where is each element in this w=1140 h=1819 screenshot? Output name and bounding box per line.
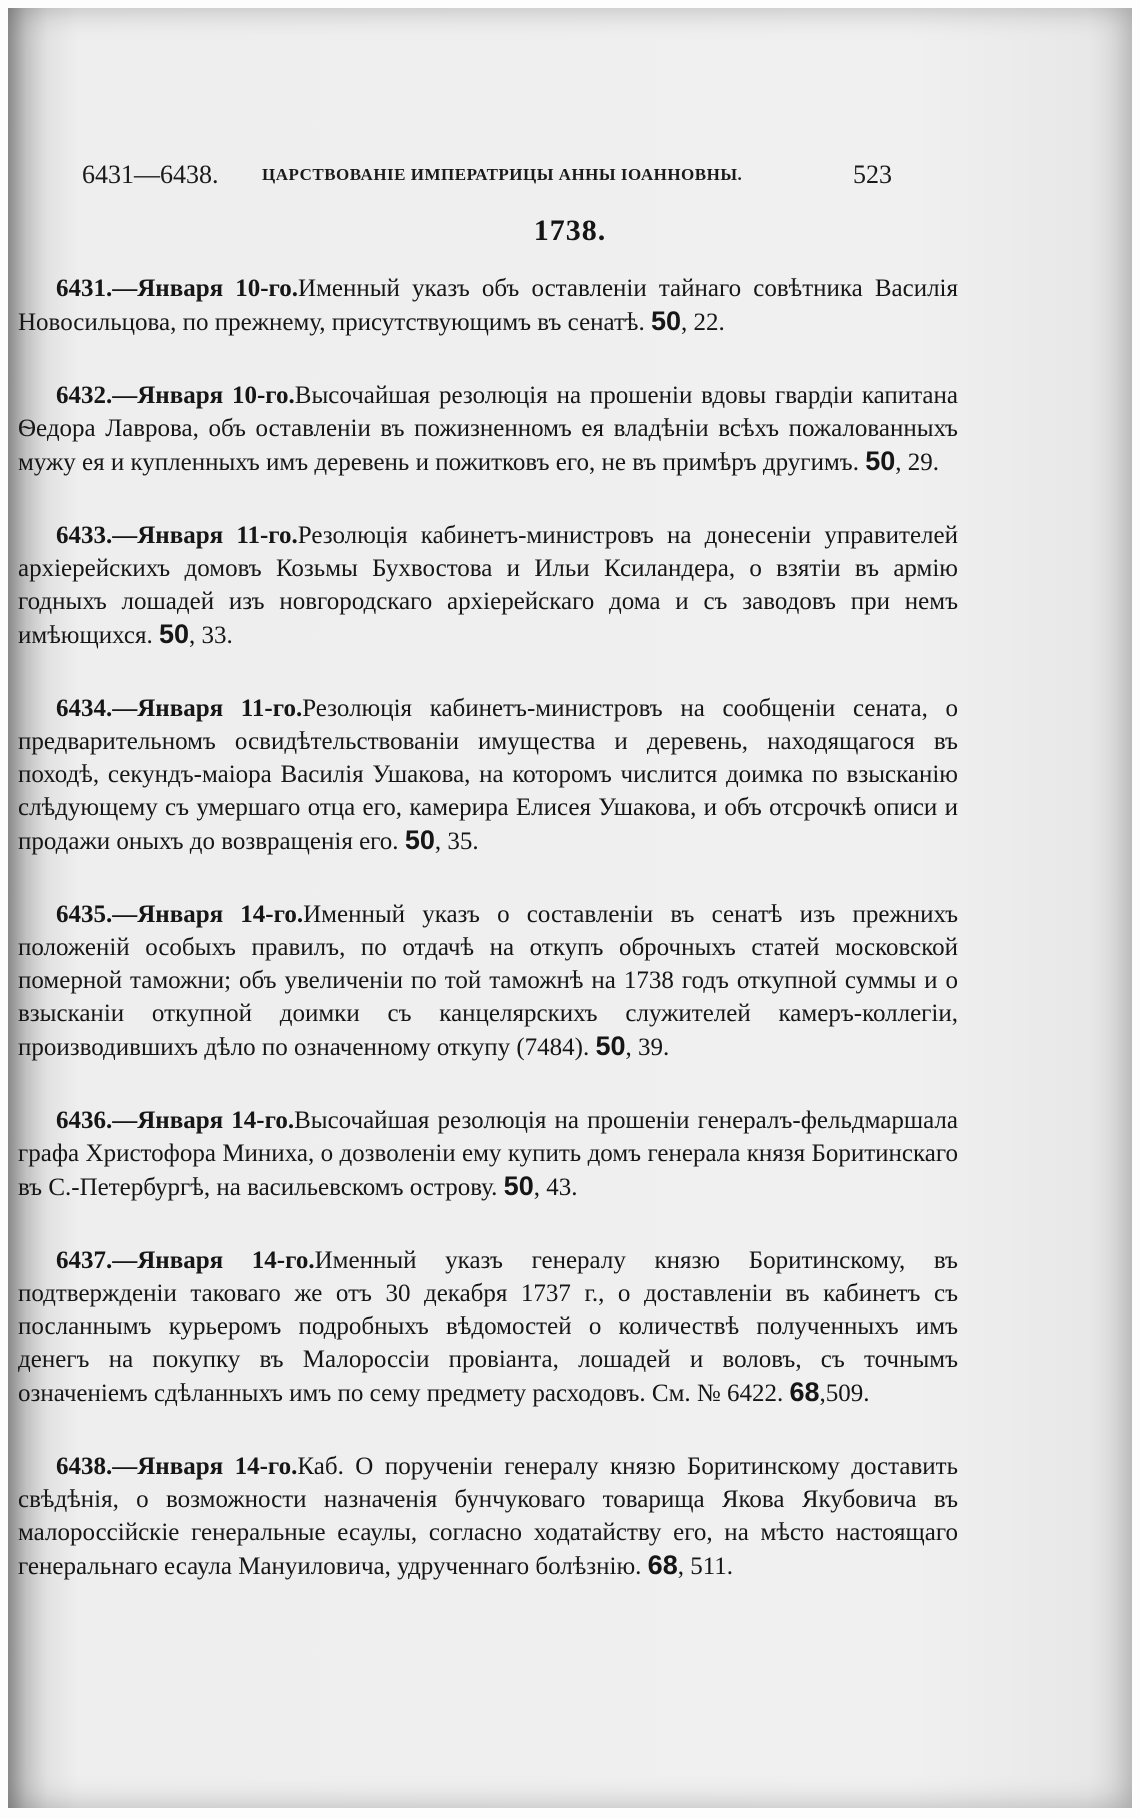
entry-ref-volume: 50 — [595, 1031, 626, 1061]
entry-ref-volume: 50 — [503, 1171, 534, 1201]
entry-number: 6431. — [56, 275, 113, 302]
entry-text: Высочайшая резолюція на прошеніи вдовы гвардіи капитана Ѳедора Лаврова, объ оставленіи въ пожизненномъ ея владѣніи всѣхъ пожалованныхъ мужу ея и купленныхъ имъ деревень и пожитковъ его, не въ примѣръ другимъ. — [18, 382, 958, 476]
entry-text: Именный указъ объ оставленіи тайнаго совѣтника Василія Новосильцова, по прежнему, присутствующимъ въ сенатѣ. — [18, 275, 958, 336]
entry-ref-volume: 50 — [404, 825, 435, 855]
entry-6438 — [18, 1450, 958, 1583]
entry-ref-page: , 22. — [681, 309, 725, 336]
entry-text: Каб. О порученіи генералу князю Боритинскому доставить свѣдѣнія, о возможности назначенія бунчуковаго товарища Якова Якубовича въ малороссійскіе генеральные есаулы, согласно ходатайству его, на мѣсто настоящаго генеральнаго есаула Мануиловича, удрученнаго болѣзнію. — [18, 1453, 958, 1580]
entry-date: —Января 14-го. — [112, 1453, 298, 1480]
entry-ref-page: , 35. — [434, 828, 479, 855]
entry-text: Резолюція кабинетъ-министровъ на сообщеніи сената, о предварительномъ освидѣтельствованіи имущества и деревень, находящагося въ походѣ, секундъ-маіора Василія Ушакова, на которомъ числится доимка по взысканію слѣдующему съ умершаго отца его, камерира Елисея Ушакова, и объ отсрочкѣ описи и продажи оныхъ до возвращенія его. — [18, 695, 958, 855]
entry-date: —Января 11-го. — [112, 695, 303, 722]
entry-number: 6435. — [56, 901, 113, 928]
entry-ref-volume: 50 — [651, 306, 682, 336]
running-header — [82, 160, 892, 194]
entry-number: 6433. — [56, 522, 113, 549]
entry-number: 6437. — [56, 1247, 113, 1274]
entry-ref-page: , 29. — [895, 449, 939, 476]
entry-ref-page: , 43. — [533, 1174, 578, 1201]
entry-ref-page: , 511. — [677, 1553, 734, 1580]
entry-ref-page: , 39. — [625, 1034, 670, 1061]
entry-date: —Января 14-го. — [112, 1247, 315, 1274]
entry-ref-page: ,509. — [819, 1380, 870, 1407]
entry-ref-volume: 68 — [789, 1377, 820, 1407]
entry-number: 6434. — [56, 695, 113, 722]
entry-date: —Января 10-го. — [112, 275, 299, 302]
entry-text: Высочайшая резолюція на прошеніи генералъ-фельдмаршала графа Христофора Миниха, о дозволеніи ему купить домъ генерала князя Боритинскаго въ С.-Петербургѣ, на васильевскомъ острову. — [18, 1107, 958, 1201]
entry-ref-page: , 33. — [189, 622, 233, 649]
entry-date: —Января 11-го. — [112, 522, 298, 549]
year-heading: 1738. — [533, 214, 607, 247]
header-title: ЦАРСТВОВАНІЕ ИМПЕРАТРИЦЫ АННЫ ІОАННОВНЫ. — [262, 165, 743, 184]
entry-6433 — [18, 519, 958, 652]
entry-text: Именный указъ о составленіи въ сенатѣ изъ прежнихъ положеній особыхъ правилъ, по отдачѣ на откупъ оброчныхъ статей московской померной таможни; объ увеличеніи по той таможнѣ на 1738 годъ откупной суммы и о взысканіи откупной доимки съ канцелярскихъ служителей камеръ-коллегіи, производившихъ дѣло по означенному откупу (7484). — [18, 901, 958, 1061]
entry-date: —Января 10-го. — [112, 382, 295, 409]
entry-date: —Января 14-го. — [112, 901, 304, 928]
entry-6437 — [18, 1244, 958, 1410]
entries-list — [18, 272, 958, 1623]
entry-6436 — [18, 1104, 958, 1204]
entry-6432 — [18, 379, 958, 479]
entry-6435 — [18, 898, 958, 1064]
page-number: 523 — [853, 160, 892, 189]
entry-ref-volume: 50 — [158, 619, 190, 649]
entry-number: 6436. — [56, 1107, 113, 1134]
entry-6434 — [18, 692, 958, 858]
entry-date: —Января 14-го. — [112, 1107, 295, 1134]
entry-text: Резолюція кабинетъ-министровъ на донесеніи управителей архіерейскихъ домовъ Козьмы Бухвостова и Ильи Ксиландера, о взятіи въ армію годныхъ лошадей изъ новгородскаго архіерейскаго дома и съ заводовъ при немъ имѣющихся. — [18, 522, 958, 649]
header-entry-range: 6431—6438. — [82, 160, 219, 189]
entry-number: 6438. — [56, 1453, 113, 1480]
entry-ref-volume: 68 — [647, 1550, 678, 1580]
entry-text: Именный указъ генералу князю Боритинскому, въ подтвержденіи таковаго же отъ 30 декабря 1737 г., о доставленіи въ кабинетъ съ посланнымъ курьеромъ подробныхъ вѣдомостей о количествѣ полученныхъ имъ денегъ на покупку въ Малороссіи провіанта, лошадей и воловъ, съ точнымъ означеніемъ сдѣланныхъ имъ по сему предмету расходовъ. См. № 6422. — [18, 1247, 958, 1407]
entry-number: 6432. — [56, 382, 113, 409]
entry-ref-volume: 50 — [865, 446, 896, 476]
entry-6431 — [18, 272, 958, 339]
